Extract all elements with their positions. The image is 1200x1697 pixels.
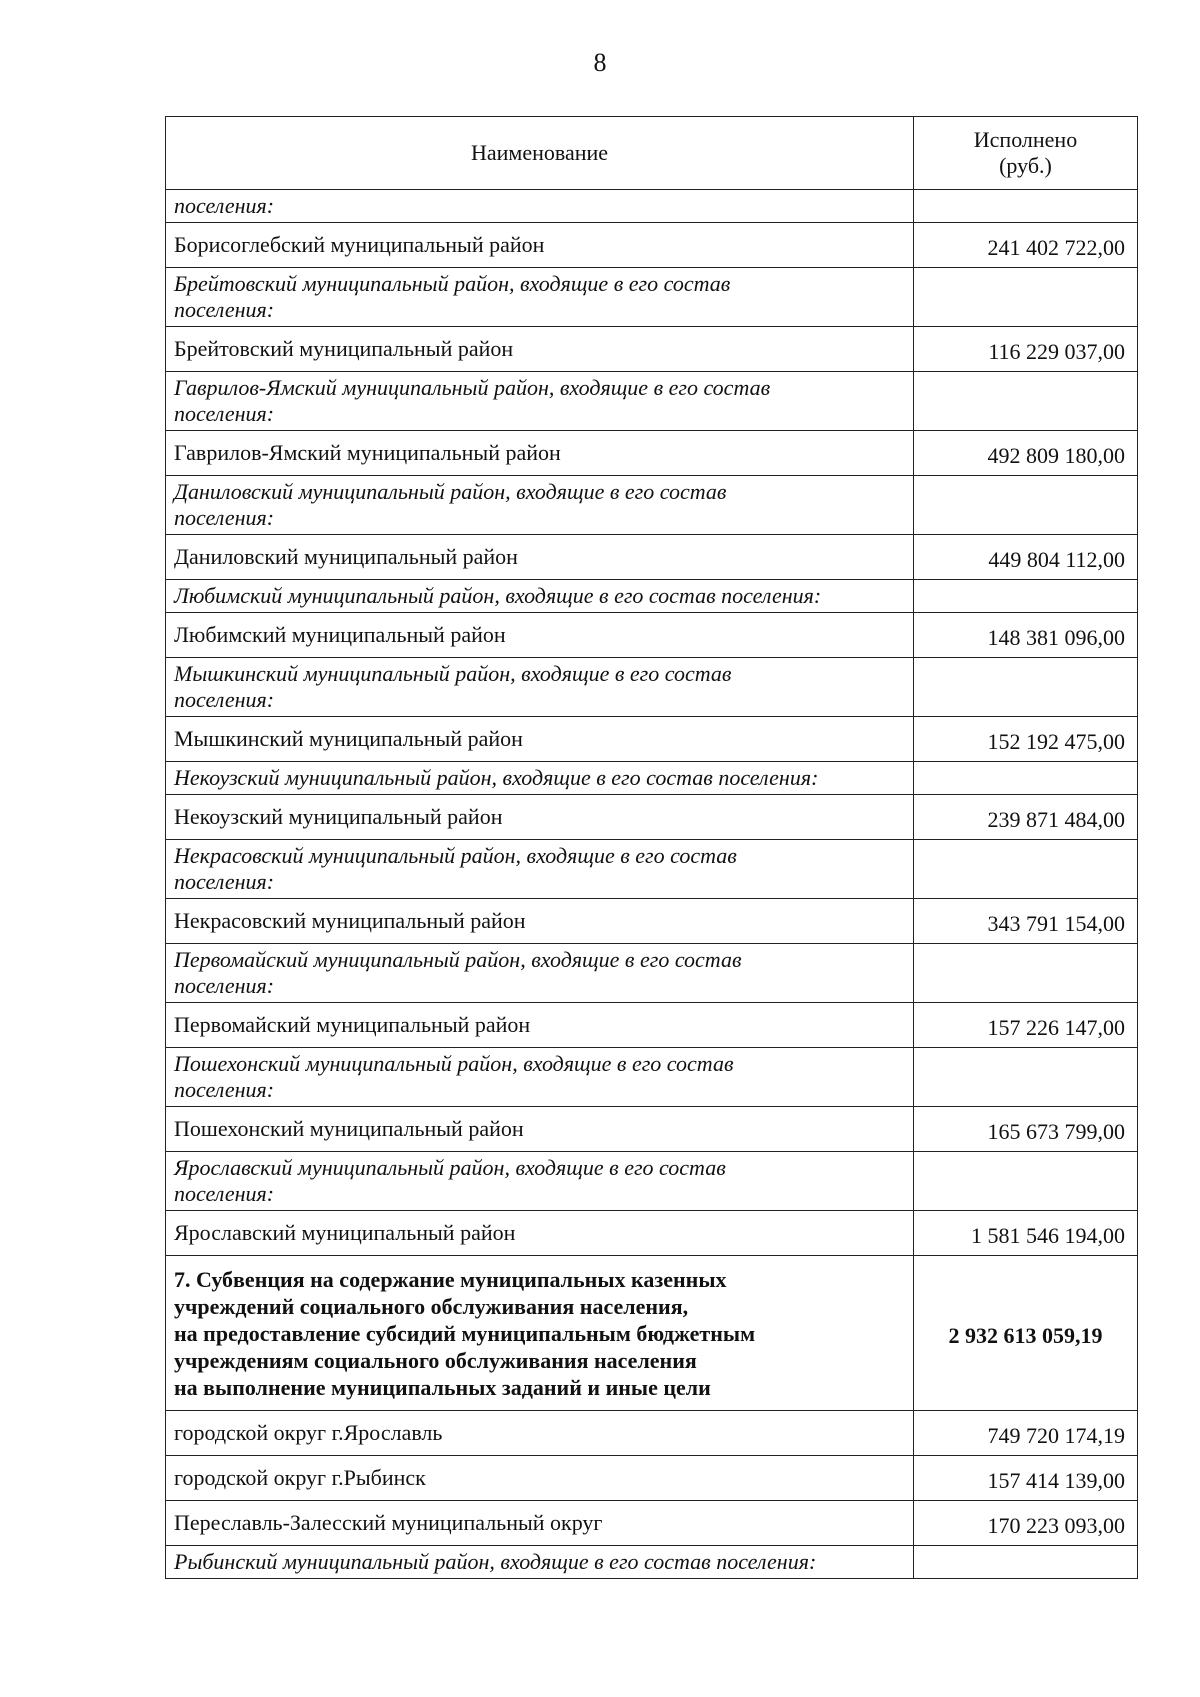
row-name-line: учреждениям социального обслуживания населения bbox=[174, 1347, 697, 1373]
row-name: Некоузский муниципальный район, входящие в его состав поселения: bbox=[166, 762, 914, 795]
table-row bbox=[166, 223, 1138, 268]
row-value: 2 932 613 059,19 bbox=[914, 1256, 1138, 1411]
table-row bbox=[166, 580, 1138, 613]
row-name: Гаврилов-Ямский муниципальный район bbox=[166, 431, 914, 476]
header-name: Наименование bbox=[166, 117, 914, 190]
row-name: поселения: bbox=[166, 190, 914, 223]
row-value: 492 809 180,00 bbox=[914, 431, 1138, 476]
row-name bbox=[166, 372, 914, 431]
row-name-line: Гаврилов-Ямский муниципальный район, входящие в его состав bbox=[174, 375, 771, 400]
row-value: 165 673 799,00 bbox=[914, 1107, 1138, 1152]
row-name bbox=[166, 840, 914, 899]
row-name-line: Брейтовский муниципальный район, входящие в его состав bbox=[174, 271, 731, 296]
row-value bbox=[914, 268, 1138, 327]
row-value: 749 720 174,19 bbox=[914, 1411, 1138, 1456]
row-name-line: поселения: bbox=[174, 687, 275, 712]
table-row bbox=[166, 840, 1138, 899]
row-value: 157 226 147,00 bbox=[914, 1003, 1138, 1048]
table-row bbox=[166, 944, 1138, 1003]
row-value bbox=[914, 476, 1138, 535]
row-value: 1 581 546 194,00 bbox=[914, 1211, 1138, 1256]
row-name-line: поселения: bbox=[174, 973, 275, 998]
table-row bbox=[166, 431, 1138, 476]
row-value bbox=[914, 658, 1138, 717]
row-name bbox=[166, 1152, 914, 1211]
row-name bbox=[166, 1256, 914, 1411]
row-name-line: 7. Субвенция на содержание муниципальных казенных bbox=[174, 1266, 727, 1292]
row-name: Любимский муниципальный район bbox=[166, 613, 914, 658]
row-value: 241 402 722,00 bbox=[914, 223, 1138, 268]
row-name-line: на выполнение муниципальных заданий и иные цели bbox=[174, 1374, 711, 1400]
table-row bbox=[166, 1501, 1138, 1546]
row-name bbox=[166, 268, 914, 327]
table-row bbox=[166, 372, 1138, 431]
row-name-line: Даниловский муниципальный район, входящие в его состав bbox=[174, 479, 727, 504]
row-value: 343 791 154,00 bbox=[914, 899, 1138, 944]
row-value bbox=[914, 1546, 1138, 1579]
row-value bbox=[914, 1152, 1138, 1211]
table-row bbox=[166, 1411, 1138, 1456]
row-value bbox=[914, 1048, 1138, 1107]
row-value bbox=[914, 580, 1138, 613]
row-name: Даниловский муниципальный район bbox=[166, 535, 914, 580]
header-executed bbox=[914, 117, 1138, 190]
row-value: 239 871 484,00 bbox=[914, 795, 1138, 840]
table-row bbox=[166, 1048, 1138, 1107]
row-value: 116 229 037,00 bbox=[914, 327, 1138, 372]
row-value bbox=[914, 190, 1138, 223]
row-name: Пошехонский муниципальный район bbox=[166, 1107, 914, 1152]
row-value bbox=[914, 372, 1138, 431]
table-row bbox=[166, 1256, 1138, 1411]
row-value bbox=[914, 762, 1138, 795]
row-name-line: поселения: bbox=[174, 297, 275, 322]
row-name: городской округ г.Рыбинск bbox=[166, 1456, 914, 1501]
header-executed-unit: (руб.) bbox=[999, 153, 1052, 178]
table-row bbox=[166, 190, 1138, 223]
table-row bbox=[166, 717, 1138, 762]
header-executed-label: Исполнено bbox=[973, 127, 1078, 152]
table-row bbox=[166, 1456, 1138, 1501]
table-row bbox=[166, 1211, 1138, 1256]
row-value: 157 414 139,00 bbox=[914, 1456, 1138, 1501]
row-name bbox=[166, 658, 914, 717]
row-name: Борисоглебский муниципальный район bbox=[166, 223, 914, 268]
row-name bbox=[166, 944, 914, 1003]
table-row bbox=[166, 1003, 1138, 1048]
row-name: городской округ г.Ярославль bbox=[166, 1411, 914, 1456]
page-number: 8 bbox=[593, 48, 607, 77]
row-name-line: Мышкинский муниципальный район, входящие в его состав bbox=[174, 661, 732, 686]
row-name-line: поселения: bbox=[174, 1077, 275, 1102]
row-name-line: Некрасовский муниципальный район, входящие в его состав bbox=[174, 843, 737, 868]
table-row bbox=[166, 1152, 1138, 1211]
table-row bbox=[166, 476, 1138, 535]
row-name-line: Ярославский муниципальный район, входящие в его состав bbox=[174, 1155, 726, 1180]
row-name-line: поселения: bbox=[174, 401, 275, 426]
row-name: Первомайский муниципальный район bbox=[166, 1003, 914, 1048]
row-value bbox=[914, 944, 1138, 1003]
table-row bbox=[166, 268, 1138, 327]
row-name: Рыбинский муниципальный район, входящие в его состав поселения: bbox=[166, 1546, 914, 1579]
row-name: Ярославский муниципальный район bbox=[166, 1211, 914, 1256]
row-value: 148 381 096,00 bbox=[914, 613, 1138, 658]
table-row bbox=[166, 613, 1138, 658]
row-name-line: поселения: bbox=[174, 869, 275, 894]
table-row bbox=[166, 795, 1138, 840]
row-value: 170 223 093,00 bbox=[914, 1501, 1138, 1546]
row-name-line: поселения: bbox=[174, 1181, 275, 1206]
row-name-line: на предоставление субсидий муниципальным бюджетным bbox=[174, 1320, 756, 1346]
table-row bbox=[166, 1107, 1138, 1152]
table-row bbox=[166, 658, 1138, 717]
row-name: Некрасовский муниципальный район bbox=[166, 899, 914, 944]
table-body bbox=[166, 190, 1138, 1579]
row-name: Любимский муниципальный район, входящие в его состав поселения: bbox=[166, 580, 914, 613]
row-value: 152 192 475,00 bbox=[914, 717, 1138, 762]
budget-execution-table bbox=[165, 116, 1138, 1579]
table-row bbox=[166, 762, 1138, 795]
table-row bbox=[166, 1546, 1138, 1579]
row-name: Переславль-Залесский муниципальный округ bbox=[166, 1501, 914, 1546]
table-row bbox=[166, 899, 1138, 944]
row-name-line: учреждений социального обслуживания населения, bbox=[174, 1293, 689, 1319]
row-name: Брейтовский муниципальный район bbox=[166, 327, 914, 372]
row-name: Мышкинский муниципальный район bbox=[166, 717, 914, 762]
row-value: 449 804 112,00 bbox=[914, 535, 1138, 580]
table-row bbox=[166, 327, 1138, 372]
row-name bbox=[166, 1048, 914, 1107]
row-name-line: Первомайский муниципальный район, входящие в его состав bbox=[174, 947, 742, 972]
row-value bbox=[914, 840, 1138, 899]
row-name-line: Пошехонский муниципальный район, входящие в его состав bbox=[174, 1051, 734, 1076]
row-name-line: поселения: bbox=[174, 505, 275, 530]
row-name: Некоузский муниципальный район bbox=[166, 795, 914, 840]
row-name bbox=[166, 476, 914, 535]
table-row bbox=[166, 535, 1138, 580]
table-header-row bbox=[166, 117, 1138, 190]
